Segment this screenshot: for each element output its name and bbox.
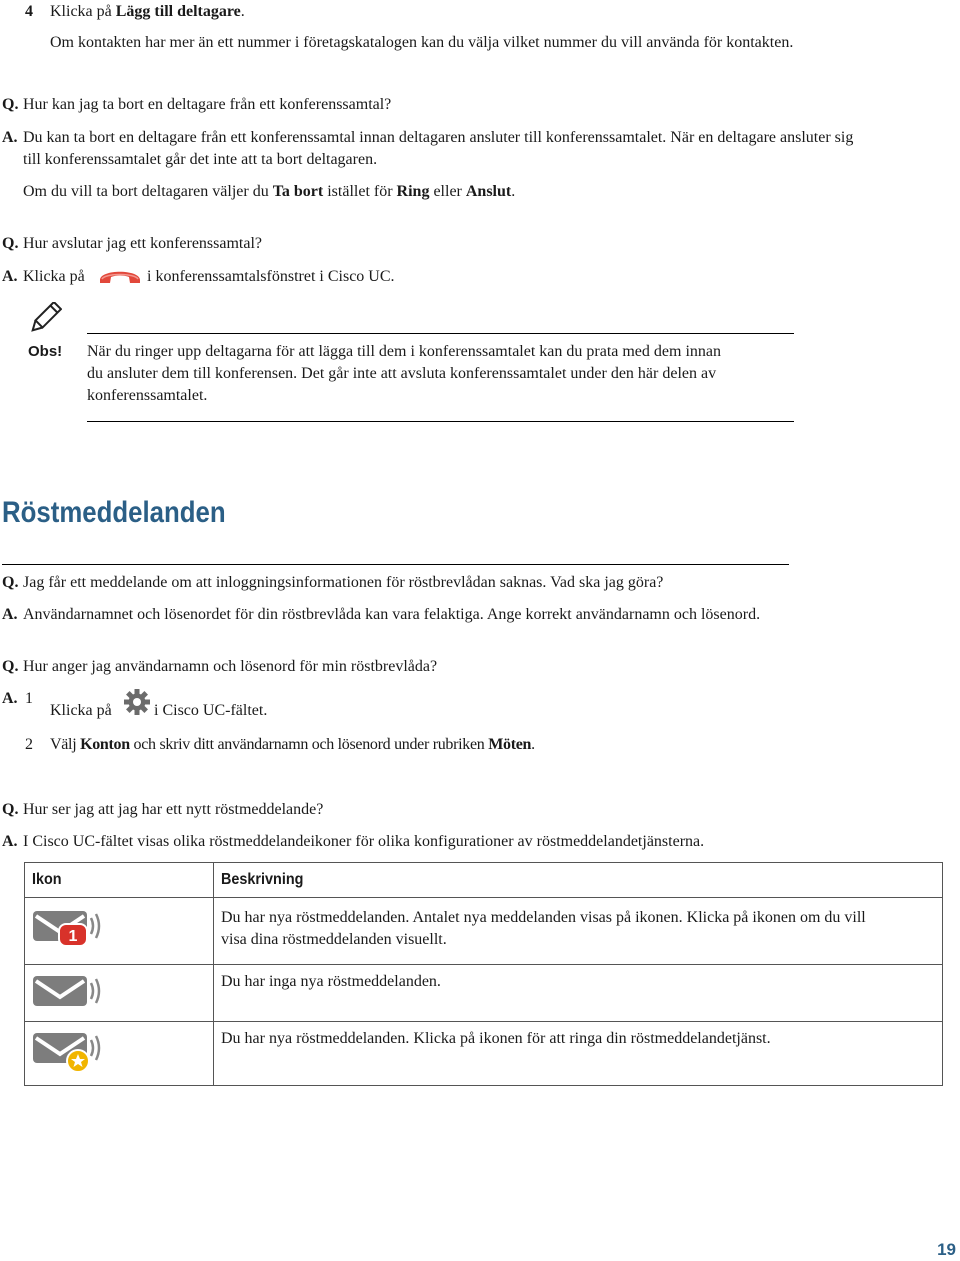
description-text: visa dina röstmeddelanden visuellt. [221, 931, 447, 948]
step-number: 1 [25, 690, 33, 707]
question-text: Hur avslutar jag ett konferenssamtal? [23, 235, 263, 252]
table-row [25, 898, 943, 965]
answer-label: A. [2, 606, 18, 623]
gear-icon [123, 688, 151, 716]
step-number: 2 [25, 736, 33, 753]
table-row [25, 1022, 943, 1086]
voicemail-icon-table [24, 862, 943, 1086]
answer-text: Användarnamnet och lösenordet för din röstbrevlåda kan vara felaktiga. Ange korrekt användarnamn och lösenord. [23, 606, 761, 623]
hang-up-icon [97, 264, 143, 288]
question-label: Q. [2, 801, 19, 818]
note-label: Obs! [28, 343, 63, 360]
section-title: Röstmeddelanden [2, 496, 226, 529]
step-text: Välj Konton och skriv ditt användarnamn och lösenord under rubriken Möten. [50, 736, 535, 753]
step-text: i Cisco UC-fältet. [154, 702, 268, 719]
note-text: du ansluter dem till konferensen. Det går inte att avsluta konferenssamtalet under den här delen av [87, 365, 717, 382]
voicemail-star-icon [31, 1030, 103, 1074]
question-label: Q. [2, 658, 19, 675]
voicemail-count-icon [31, 908, 103, 950]
step-number: 4 [25, 3, 33, 20]
step4-text: Klicka på Lägg till deltagare. [50, 3, 245, 20]
description-text: Du har nya röstmeddelanden. Antalet nya meddelanden visas på ikonen. Klicka på ikonen om du vill [221, 909, 866, 926]
column-header-icon: Ikon [25, 863, 214, 898]
divider [87, 421, 794, 422]
step4-note: Om kontakten har mer än ett nummer i företagskatalogen kan du välja vilket nummer du vill använda för kontakten. [50, 34, 794, 51]
page-number: 19 [937, 1240, 956, 1259]
table-cell-description [214, 898, 943, 965]
table-cell-icon [25, 965, 214, 1022]
unread-count-badge: 1 [68, 928, 78, 945]
description-text: Du har nya röstmeddelanden. Klicka på ikonen för att ringa din röstmeddelandetjänst. [221, 1030, 771, 1047]
pencil-note-icon [26, 302, 62, 336]
divider [87, 333, 794, 334]
table-cell-description [214, 1022, 943, 1086]
step-text: Klicka på [50, 702, 112, 719]
answer-text: I Cisco UC-fältet visas olika röstmeddelandeikoner för olika konfigurationer av röstmeddelandetjänsterna. [23, 833, 705, 850]
divider [2, 564, 789, 565]
question-text: Hur kan jag ta bort en deltagare från ett konferenssamtal? [23, 96, 392, 113]
table-cell-icon [25, 1022, 214, 1086]
answer-label: A. [2, 833, 18, 850]
question-text: Jag får ett meddelande om att inloggningsinformationen för röstbrevlådan saknas. Vad ska jag göra? [23, 574, 664, 591]
answer-text: Du kan ta bort en deltagare från ett konferenssamtal innan deltagaren ansluter till konferenssamtalet. När en deltagare ansluter sig [23, 129, 854, 146]
table-header-row [25, 863, 943, 898]
answer-label: A. [2, 129, 18, 146]
table-cell-icon [25, 898, 214, 965]
table-row [25, 965, 943, 1022]
question-text: Hur anger jag användarnamn och lösenord för min röstbrevlåda? [23, 658, 438, 675]
table-cell-description [214, 965, 943, 1022]
answer-text: i konferenssamtalsfönstret i Cisco UC. [147, 268, 395, 285]
description-text: Du har inga nya röstmeddelanden. [221, 973, 441, 990]
note-text: När du ringer upp deltagarna för att lägga till dem i konferenssamtalet kan du prata med dem innan [87, 343, 721, 360]
question-label: Q. [2, 235, 19, 252]
question-label: Q. [2, 574, 19, 591]
question-label: Q. [2, 96, 19, 113]
question-text: Hur ser jag att jag har ett nytt röstmeddelande? [23, 801, 324, 818]
answer-label: A. [2, 268, 18, 285]
voicemail-icon [31, 973, 103, 1009]
answer-text: Klicka på [23, 268, 85, 285]
answer-label: A. [2, 690, 18, 707]
column-header-description: Beskrivning [214, 863, 943, 898]
answer-paragraph: Om du vill ta bort deltagaren väljer du Ta bort istället för Ring eller Anslut. [23, 183, 516, 200]
answer-text: till konferenssamtalet går det inte att ta bort deltagaren. [23, 151, 378, 168]
note-text: konferenssamtalet. [87, 387, 208, 404]
